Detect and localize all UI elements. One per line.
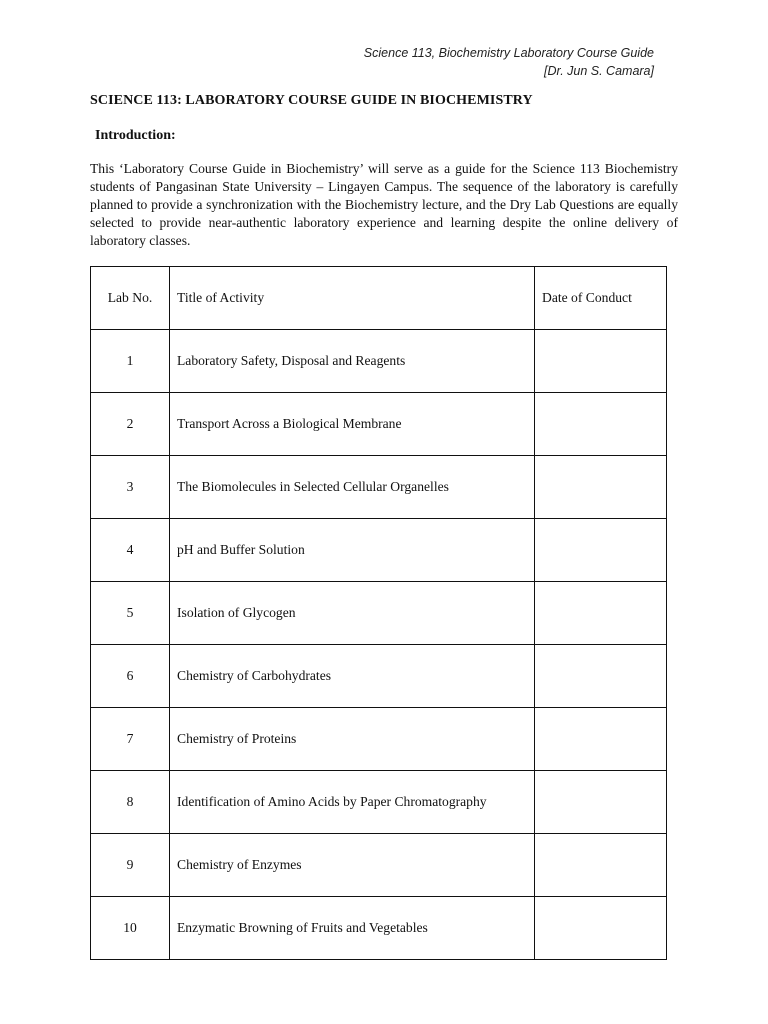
lab-number: 4 — [91, 519, 170, 582]
date-of-conduct-cell — [535, 834, 667, 897]
introduction-paragraph: This ‘Laboratory Course Guide in Biochemistry’ will serve as a guide for the Science 113 Biochemistry students of Pangasinan State University – Lingayen Campus. The sequence of the laboratory is carefully planned to provide a synchronization with the Biochemistry lecture, and the Dry Lab Questions are equally selected to provide near-authentic laboratory experience and learning despite the online delivery of laboratory classes. — [90, 161, 678, 248]
date-of-conduct-cell — [535, 393, 667, 456]
table-row — [91, 771, 667, 834]
activity-title: Identification of Amino Acids by Paper Chromatography — [170, 771, 535, 834]
date-of-conduct-cell — [535, 330, 667, 393]
table-row — [91, 708, 667, 771]
table-row — [91, 645, 667, 708]
table-row — [91, 393, 667, 456]
date-of-conduct-cell — [535, 582, 667, 645]
activity-title: pH and Buffer Solution — [170, 519, 535, 582]
lab-number: 1 — [91, 330, 170, 393]
activity-title: Chemistry of Proteins — [170, 708, 535, 771]
lab-number: 7 — [91, 708, 170, 771]
table-row — [91, 519, 667, 582]
lab-number: 3 — [91, 456, 170, 519]
table-row — [91, 897, 667, 960]
document-title: SCIENCE 113: LABORATORY COURSE GUIDE IN BIOCHEMISTRY — [90, 93, 533, 108]
activity-title: Isolation of Glycogen — [170, 582, 535, 645]
activity-title: The Biomolecules in Selected Cellular Organelles — [170, 456, 535, 519]
date-of-conduct-cell — [535, 645, 667, 708]
table-row — [91, 582, 667, 645]
running-header — [364, 44, 654, 80]
header-title-of-activity: Title of Activity — [170, 267, 535, 330]
date-of-conduct-cell — [535, 456, 667, 519]
activity-title: Transport Across a Biological Membrane — [170, 393, 535, 456]
lab-number: 8 — [91, 771, 170, 834]
lab-number: 2 — [91, 393, 170, 456]
introduction-heading: Introduction: — [95, 128, 176, 143]
table-row — [91, 330, 667, 393]
table-header-row — [91, 267, 667, 330]
activity-title: Chemistry of Enzymes — [170, 834, 535, 897]
running-header-author: [Dr. Jun S. Camara] — [544, 64, 654, 78]
table-row — [91, 834, 667, 897]
header-date-of-conduct: Date of Conduct — [535, 267, 667, 330]
date-of-conduct-cell — [535, 519, 667, 582]
date-of-conduct-cell — [535, 771, 667, 834]
lab-number: 5 — [91, 582, 170, 645]
table-row — [91, 456, 667, 519]
lab-number: 6 — [91, 645, 170, 708]
date-of-conduct-cell — [535, 897, 667, 960]
activity-title: Chemistry of Carbohydrates — [170, 645, 535, 708]
header-lab-no: Lab No. — [91, 267, 170, 330]
lab-number: 10 — [91, 897, 170, 960]
activity-title: Laboratory Safety, Disposal and Reagents — [170, 330, 535, 393]
lab-number: 9 — [91, 834, 170, 897]
activity-table — [90, 266, 667, 960]
date-of-conduct-cell — [535, 708, 667, 771]
activity-title: Enzymatic Browning of Fruits and Vegetables — [170, 897, 535, 960]
running-header-course: Science 113, Biochemistry Laboratory Course Guide — [363, 46, 654, 60]
